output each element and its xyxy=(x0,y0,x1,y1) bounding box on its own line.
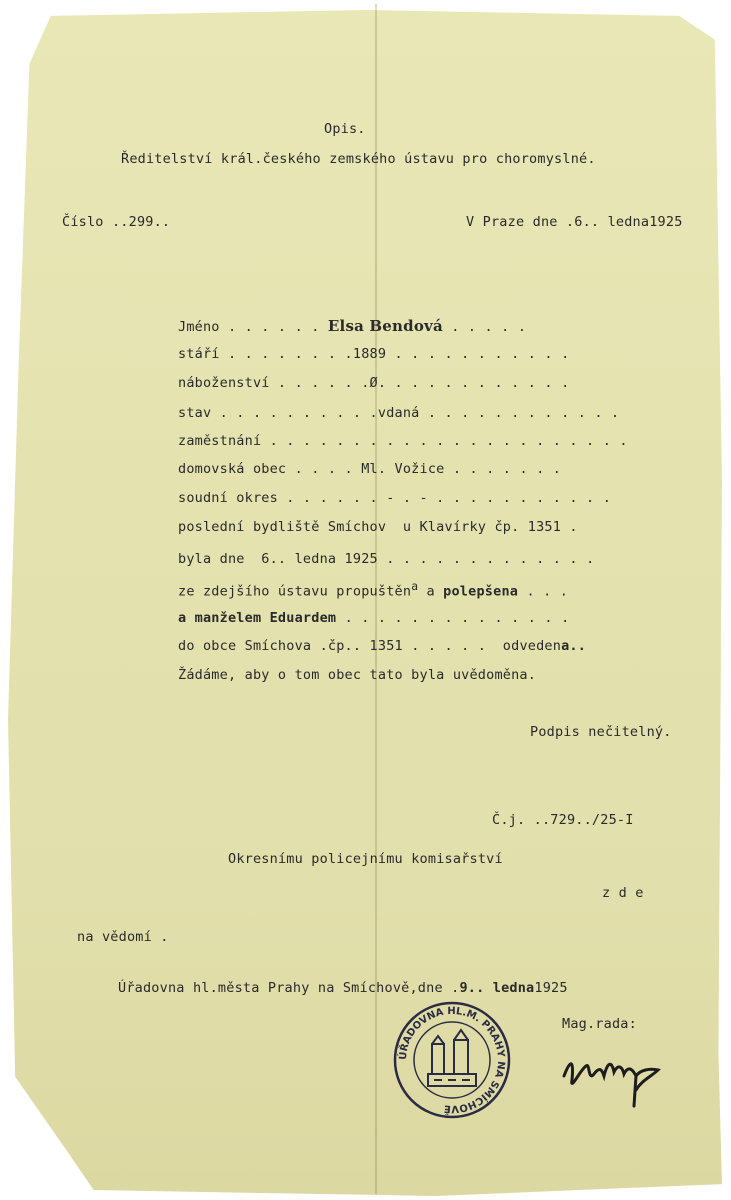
magistrate-label: Mag.rada: xyxy=(562,1016,637,1032)
form-line-byla xyxy=(178,551,594,567)
obce-suffix: a.. xyxy=(561,638,587,654)
form-line-zamestnani: zaměstnání . . . . . . . . . . . . . . . . . . . . . . xyxy=(178,433,628,449)
form-line-propusten xyxy=(178,580,568,600)
ref-value: 729 xyxy=(550,812,576,828)
ref-mid: ../25 xyxy=(575,812,617,828)
ref-suffix: -I xyxy=(616,812,634,828)
office-year-value: 1925 xyxy=(534,980,568,996)
form-line-domovska xyxy=(178,461,561,477)
office-date-line xyxy=(118,980,568,996)
jmeno-value: Elsa Bendová xyxy=(327,317,443,335)
propusten-label: ze zdejšího ústavu propuštěn xyxy=(178,583,412,600)
obce-label: do obce Smíchova . xyxy=(178,638,328,654)
bydliste-suffix: . xyxy=(569,519,578,535)
propusten-value: polepšena xyxy=(443,583,519,600)
propusten-superscript: a xyxy=(411,580,419,593)
signature-note: Podpis nečitelný. xyxy=(530,724,672,740)
propusten-conjunction: a xyxy=(426,583,435,600)
manzel-value: a manželem Eduardem xyxy=(178,610,337,626)
form-line-jmeno xyxy=(178,317,526,335)
domovska-suffix: . . . . . . . xyxy=(452,461,562,477)
byla-value: 6.. ledna 1925 xyxy=(261,551,378,567)
byla-label: byla dne xyxy=(178,551,245,567)
number-value: 299 xyxy=(128,214,154,230)
domovska-value: Ml. Vožice xyxy=(361,461,445,477)
obce-value: čp.. 1351 xyxy=(327,638,403,654)
domovska-label: domovská obec . . . . xyxy=(178,461,353,477)
stari-suffix: . . . . . . . . . . . xyxy=(394,346,570,362)
stari-value: 1889 xyxy=(352,346,387,362)
number-suffix: .. xyxy=(153,214,171,230)
manzel-suffix: . . . . . . . . . . . . . . xyxy=(344,610,570,626)
stamp-text: ÚŘADOVNA HL.M. PRAHY NA SMÍCHOVĚ xyxy=(397,1005,507,1115)
number-line xyxy=(62,214,170,230)
form-line-soudni: soudní okres . . . . . . - . - . . . . . . . . . . . xyxy=(178,490,612,506)
ref-prefix: Č.j. .. xyxy=(492,812,551,828)
stav-label: stav . . . . . . . . . . xyxy=(178,405,378,421)
for-information-note: na vědomí . xyxy=(77,929,169,945)
form-line-bydliste xyxy=(178,519,578,535)
addressee-line: Okresnímu policejnímu komisařství xyxy=(228,851,503,867)
reference-number xyxy=(492,812,634,828)
form-line-manzel xyxy=(178,610,569,626)
addressee-here: z d e xyxy=(602,885,644,901)
stav-value: vdaná xyxy=(377,405,420,421)
byla-suffix: . . . . . . . . . . . . . xyxy=(386,551,595,567)
office-prefix: Úřadovna hl.města Prahy na Smíchově,dne . xyxy=(118,980,460,996)
form-line-stari xyxy=(178,346,569,362)
place-date-line xyxy=(466,214,683,230)
office-stamp-seal xyxy=(392,1000,512,1120)
stav-suffix: . . . . . . . . . . . . xyxy=(427,405,620,421)
number-label: Číslo .. xyxy=(62,214,129,230)
place-date-prefix: V Praze dne . xyxy=(466,214,575,230)
jmeno-suffix: . . . . . xyxy=(451,319,527,335)
institution-line: Ředitelství král.českého zemského ústavu pro choromyslné. xyxy=(121,151,596,167)
obce-mid: . . . . . odveden xyxy=(411,638,562,654)
form-line-obce xyxy=(178,638,586,654)
bydliste-value: u Klavírky čp. 1351 xyxy=(402,519,562,535)
handwritten-signature xyxy=(560,1040,670,1110)
nabozenstvi-suffix: . . . . . . . . . . . . xyxy=(377,375,570,391)
document-title: Opis. xyxy=(324,121,366,137)
jmeno-label: Jméno . . . . . . xyxy=(178,319,320,335)
bydliste-label: poslední bydliště Smíchov xyxy=(178,519,387,535)
stari-label: stáří . . . . . . . . xyxy=(178,346,353,362)
propusten-suffix: . . . xyxy=(526,583,569,600)
office-date-value: 9.. ledna xyxy=(459,980,535,996)
form-line-nabozenstvi xyxy=(178,375,569,391)
date-value: 6.. ledna xyxy=(574,214,650,230)
nabozenstvi-value: Ø xyxy=(369,375,378,391)
form-line-stav xyxy=(178,405,619,421)
year-value: 1925 xyxy=(649,214,683,230)
nabozenstvi-label: náboženství . . . . . . xyxy=(178,375,370,391)
request-line: Žádáme, aby o tom obec tato byla uvědoměna. xyxy=(178,667,537,683)
